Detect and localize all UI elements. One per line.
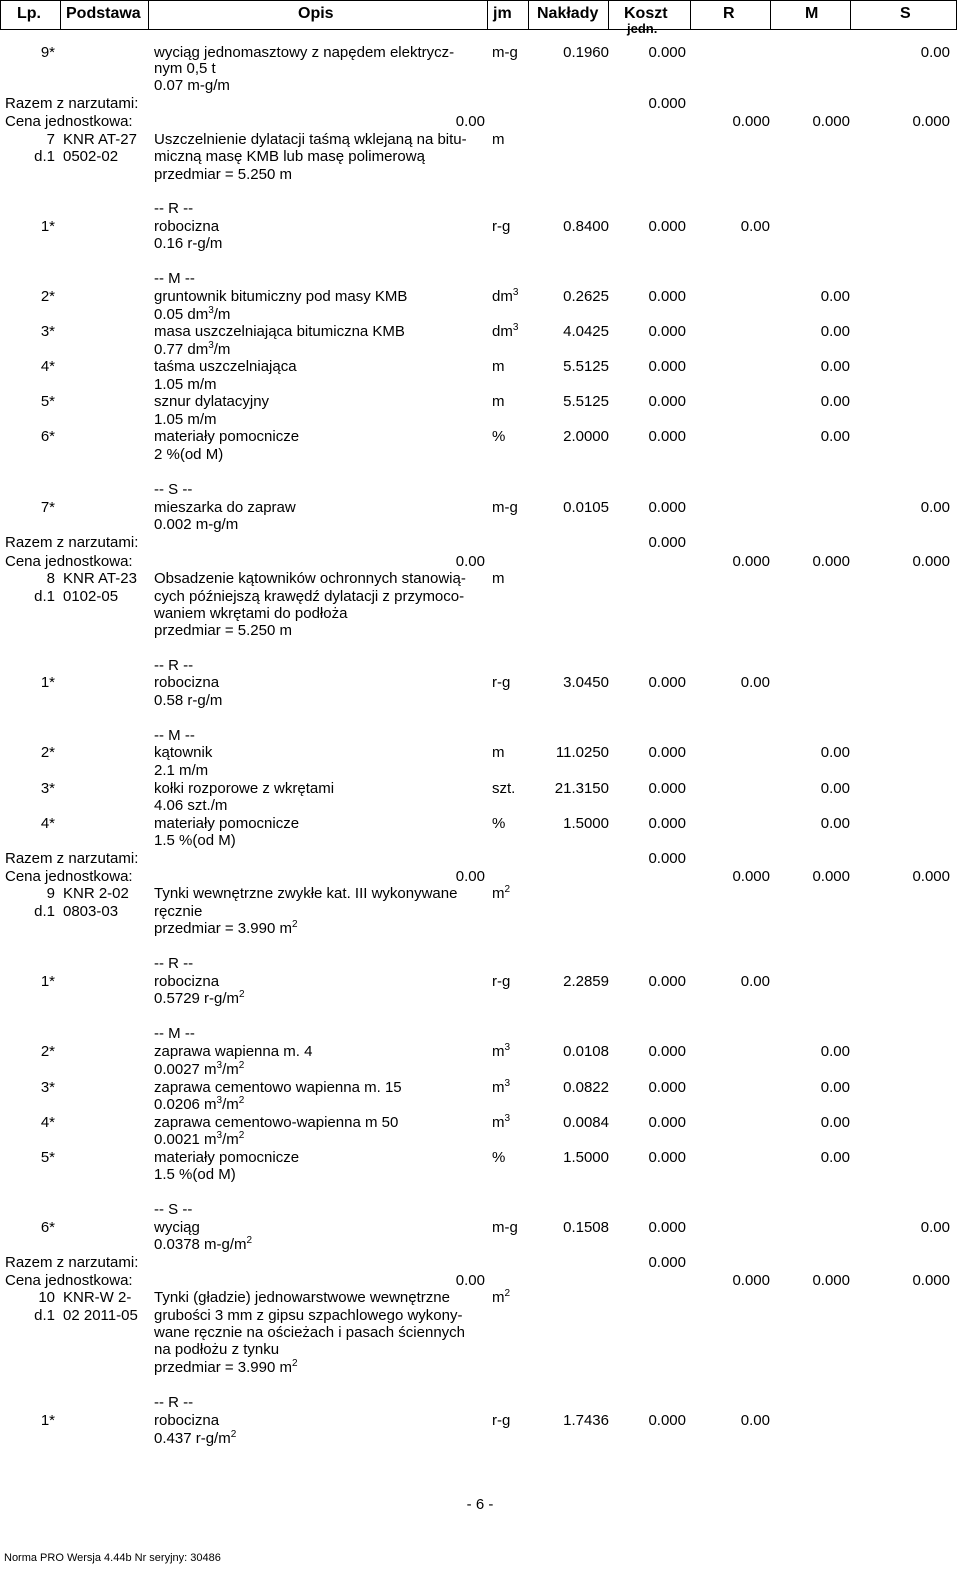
item-description: 0.0021 $m^3/m^2$: [154, 1130, 245, 1148]
item-basis: 02 2011-05: [63, 1307, 138, 1324]
quantity: 4.0425: [563, 323, 609, 340]
item-description: kątownik: [154, 744, 213, 761]
item-number: 1*: [40, 1412, 55, 1429]
item-description: przedmiar = 3.990 $m^2$: [154, 1358, 298, 1376]
item-description: gruntownik bitumiczny pod masy KMB: [154, 288, 408, 305]
unit-cost: 0.000: [648, 534, 686, 551]
unit-cost: 0.000: [648, 973, 686, 990]
item-description: -- R --: [154, 1394, 194, 1411]
quantity: 1.5000: [563, 1149, 609, 1166]
item-number: 3*: [40, 780, 55, 797]
item-number: 4*: [40, 815, 55, 832]
item-description: 0.07 m-g/m: [154, 77, 230, 94]
material-cost: 0.00: [820, 288, 850, 305]
quantity: 21.3150: [554, 780, 609, 797]
item-number: d.1: [34, 1307, 55, 1324]
quantity: 5.5125: [563, 358, 609, 375]
unit-cost: 0.000: [648, 1149, 686, 1166]
labor-cost: 0.000: [732, 553, 770, 570]
item-basis: 0502-02: [63, 148, 119, 165]
item-description: grubości 3 mm z gipsu szpachlowego wykony-: [154, 1307, 463, 1324]
unit: r-g: [492, 218, 511, 235]
item-description: ręcznie: [154, 903, 203, 920]
item-description: 1.5 %(od M): [154, 1166, 236, 1183]
item-number: 5*: [40, 393, 55, 410]
item-number: d.1: [34, 148, 55, 165]
summary-label: Razem z narzutami:: [5, 850, 139, 867]
item-description: przedmiar = 5.250 m: [154, 166, 292, 183]
material-cost: 0.000: [812, 113, 850, 130]
header-jm: jm: [493, 5, 512, 22]
unit-cost: 0.000: [648, 815, 686, 832]
item-description: 0.0378 $m-g/m^2$: [154, 1235, 253, 1253]
header-naklady: Nakłady: [537, 5, 599, 22]
quantity: 1.5000: [563, 815, 609, 832]
item-description: Obsadzenie kątowników ochronnych stanowią-: [154, 570, 466, 587]
unit-cost: 0.000: [648, 1219, 686, 1236]
item-number: 4*: [40, 358, 55, 375]
equipment-cost: 0.000: [912, 553, 950, 570]
item-basis: 0803-03: [63, 903, 119, 920]
item-description: -- R --: [154, 657, 194, 674]
unit-cost: 0.000: [648, 323, 686, 340]
item-number: 3*: [40, 323, 55, 340]
item-description: waniem wkrętami do podłoża: [154, 605, 348, 622]
item-description: materiały pomocnicze: [154, 428, 300, 445]
header-lp: Lp.: [17, 5, 41, 22]
unit-cost: 0.000: [648, 1079, 686, 1096]
item-description: wyciąg: [154, 1219, 200, 1236]
unit: r-g: [492, 1412, 511, 1429]
summary-label: Razem z narzutami:: [5, 1254, 139, 1271]
item-number: 9*: [40, 44, 55, 61]
item-description: -- M --: [154, 1025, 195, 1042]
item-number: 7*: [40, 499, 55, 516]
header-koszt: Koszt: [624, 5, 668, 22]
quantity: 0.0084: [563, 1114, 609, 1131]
material-cost: 0.00: [820, 780, 850, 797]
unit-cost: 0.000: [648, 1114, 686, 1131]
summary-label: Cena jednostkowa:: [5, 113, 133, 130]
item-description: 0.437 $r-g/m^2$: [154, 1429, 237, 1447]
item-description: materiały pomocnicze: [154, 815, 300, 832]
item-description: robocizna: [154, 973, 220, 990]
quantity: 0.2625: [563, 288, 609, 305]
quantity: 0.0105: [563, 499, 609, 516]
item-description: materiały pomocnicze: [154, 1149, 300, 1166]
unit: m: [492, 393, 505, 410]
unit-price-value: 0.00: [455, 113, 485, 130]
material-cost: 0.000: [812, 1272, 850, 1289]
equipment-cost: 0.00: [920, 499, 950, 516]
unit: %: [492, 428, 506, 445]
quantity: 0.1508: [563, 1219, 609, 1236]
item-description: 0.77 $dm^3/m$: [154, 340, 231, 358]
quantity: 2.0000: [563, 428, 609, 445]
quantity: 0.0822: [563, 1079, 609, 1096]
item-description: -- S --: [154, 481, 193, 498]
item-description: 0.0206 $m^3/m^2$: [154, 1095, 245, 1113]
item-number: 9: [46, 885, 55, 902]
item-number: 10: [38, 1289, 55, 1306]
unit: m-g: [492, 44, 518, 61]
item-number: 3*: [40, 1079, 55, 1096]
item-description: nym 0,5 t: [154, 60, 216, 77]
header-m: M: [805, 5, 819, 22]
item-description: zaprawa cementowo-wapienna m 50: [154, 1114, 399, 1131]
item-description: -- M --: [154, 270, 195, 287]
unit: szt.: [492, 780, 516, 797]
item-description: 4.06 szt./m: [154, 797, 228, 814]
item-description: wane ręcznie na ościeżach i pasach ściennych: [154, 1324, 466, 1341]
header-podstawa: Podstawa: [66, 5, 141, 22]
unit-cost: 0.000: [648, 744, 686, 761]
item-description: 0.5729 $r-g/m^2$: [154, 989, 245, 1007]
quantity: 5.5125: [563, 393, 609, 410]
material-cost: 0.000: [812, 868, 850, 885]
header-jedn: jedn.: [627, 21, 658, 36]
material-cost: 0.00: [820, 815, 850, 832]
item-number: 2*: [40, 288, 55, 305]
item-description: 0.0027 $m^3/m^2$: [154, 1060, 245, 1078]
equipment-cost: 0.000: [912, 868, 950, 885]
summary-label: Razem z narzutami:: [5, 534, 139, 551]
unit: r-g: [492, 674, 511, 691]
item-description: robocizna: [154, 218, 220, 235]
item-description: Tynki wewnętrzne zwykłe kat. III wykonywane: [154, 885, 458, 902]
unit-cost: 0.000: [648, 288, 686, 305]
item-basis: 0102-05: [63, 588, 119, 605]
item-description: -- R --: [154, 955, 194, 972]
item-number: 8: [46, 570, 55, 587]
item-number: 1*: [40, 973, 55, 990]
unit-cost: 0.000: [648, 358, 686, 375]
item-description: miczną masę KMB lub masę polimerową: [154, 148, 425, 165]
material-cost: 0.00: [820, 1114, 850, 1131]
item-number: 2*: [40, 744, 55, 761]
item-number: d.1: [34, 588, 55, 605]
unit: $m^2$: [492, 884, 511, 902]
unit: $m^3$: [492, 1113, 511, 1131]
equipment-cost: 0.000: [912, 1272, 950, 1289]
material-cost: 0.00: [820, 1079, 850, 1096]
item-description: 1.05 m/m: [154, 376, 217, 393]
table-header: [0, 0, 957, 36]
quantity: 11.0250: [555, 744, 609, 761]
unit-cost: 0.000: [648, 850, 686, 867]
summary-label: Cena jednostkowa:: [5, 1272, 133, 1289]
item-description: 1.5 %(od M): [154, 832, 236, 849]
unit-cost: 0.000: [648, 428, 686, 445]
quantity: 2.2859: [563, 973, 609, 990]
item-number: 1*: [40, 674, 55, 691]
item-description: zaprawa cementowo wapienna m. 15: [154, 1079, 402, 1096]
unit-cost: 0.000: [648, 674, 686, 691]
unit: m: [492, 744, 505, 761]
unit-price-value: 0.00: [455, 1272, 485, 1289]
item-description: 0.05 $dm^3/m$: [154, 305, 231, 323]
item-description: na podłożu z tynku: [154, 1341, 280, 1358]
quantity: 1.7436: [563, 1412, 609, 1429]
labor-cost: 0.000: [732, 868, 770, 885]
material-cost: 0.000: [812, 553, 850, 570]
item-description: przedmiar = 3.990 $m^2$: [154, 919, 298, 937]
software-version: Norma PRO Wersja 4.44b Nr seryjny: 30486: [4, 1552, 221, 1564]
labor-cost: 0.00: [740, 218, 770, 235]
item-description: sznur dylatacyjny: [154, 393, 270, 410]
item-description: -- R --: [154, 200, 194, 217]
unit: $dm^3$: [492, 322, 519, 340]
item-description: 2.1 m/m: [154, 762, 209, 779]
unit-cost: 0.000: [648, 1412, 686, 1429]
item-number: 6*: [40, 1219, 55, 1236]
item-description: -- M --: [154, 727, 195, 744]
item-description: masa uszczelniająca bitumiczna KMB: [154, 323, 405, 340]
item-basis: KNR 2-02: [63, 885, 129, 902]
item-basis: KNR AT-23: [63, 570, 137, 587]
unit-cost: 0.000: [648, 780, 686, 797]
item-number: 5*: [40, 1149, 55, 1166]
item-description: cych późniejszą krawędź dylatacji z przymoco-: [154, 588, 465, 605]
unit: m-g: [492, 1219, 518, 1236]
unit: $m^3$: [492, 1078, 511, 1096]
unit: r-g: [492, 973, 511, 990]
item-number: 7: [46, 131, 55, 148]
unit-cost: 0.000: [648, 499, 686, 516]
item-description: 0.16 r-g/m: [154, 235, 223, 252]
item-description: robocizna: [154, 1412, 220, 1429]
quantity: 0.0108: [563, 1043, 609, 1060]
unit: $dm^3$: [492, 287, 519, 305]
summary-label: Razem z narzutami:: [5, 95, 139, 112]
unit-price-value: 0.00: [455, 553, 485, 570]
material-cost: 0.00: [820, 358, 850, 375]
unit-cost: 0.000: [648, 95, 686, 112]
labor-cost: 0.000: [732, 1272, 770, 1289]
item-description: przedmiar = 5.250 m: [154, 622, 292, 639]
header-r: R: [723, 5, 735, 22]
header-opis: Opis: [298, 5, 334, 22]
item-description: wyciąg jednomasztowy z napędem elektrycz-: [154, 44, 455, 61]
unit: m: [492, 358, 505, 375]
item-number: 2*: [40, 1043, 55, 1060]
item-description: 2 %(od M): [154, 446, 224, 463]
unit: m: [492, 131, 505, 148]
unit: m: [492, 570, 505, 587]
item-number: d.1: [34, 903, 55, 920]
item-description: -- S --: [154, 1201, 193, 1218]
item-description: mieszarka do zapraw: [154, 499, 296, 516]
quantity: 0.8400: [563, 218, 609, 235]
item-basis: KNR AT-27: [63, 131, 137, 148]
item-description: robocizna: [154, 674, 220, 691]
unit: %: [492, 815, 506, 832]
material-cost: 0.00: [820, 428, 850, 445]
unit: %: [492, 1149, 506, 1166]
material-cost: 0.00: [820, 323, 850, 340]
equipment-cost: 0.00: [920, 44, 950, 61]
quantity: 0.1960: [563, 44, 609, 61]
item-description: 1.05 m/m: [154, 411, 217, 428]
labor-cost: 0.00: [740, 973, 770, 990]
item-description: Tynki (gładzie) jednowarstwowe wewnętrzne: [154, 1289, 450, 1306]
unit-cost: 0.000: [648, 44, 686, 61]
item-number: 1*: [40, 218, 55, 235]
labor-cost: 0.000: [732, 113, 770, 130]
summary-label: Cena jednostkowa:: [5, 553, 133, 570]
item-description: zaprawa wapienna m. 4: [154, 1043, 313, 1060]
summary-label: Cena jednostkowa:: [5, 868, 133, 885]
item-number: 6*: [40, 428, 55, 445]
unit-cost: 0.000: [648, 393, 686, 410]
unit: $m^2$: [492, 1288, 511, 1306]
material-cost: 0.00: [820, 1149, 850, 1166]
unit: m-g: [492, 499, 518, 516]
unit-cost: 0.000: [648, 1043, 686, 1060]
unit-cost: 0.000: [648, 1254, 686, 1271]
material-cost: 0.00: [820, 1043, 850, 1060]
unit-price-value: 0.00: [455, 868, 485, 885]
material-cost: 0.00: [820, 393, 850, 410]
item-description: Uszczelnienie dylatacji taśmą wklejaną na bitu-: [154, 131, 467, 148]
item-basis: KNR-W 2-: [63, 1289, 132, 1306]
equipment-cost: 0.00: [920, 1219, 950, 1236]
labor-cost: 0.00: [740, 1412, 770, 1429]
item-description: kołki rozporowe z wkrętami: [154, 780, 335, 797]
labor-cost: 0.00: [740, 674, 770, 691]
item-description: taśma uszczelniająca: [154, 358, 297, 375]
item-number: 4*: [40, 1114, 55, 1131]
unit: $m^3$: [492, 1042, 511, 1060]
quantity: 3.0450: [563, 674, 609, 691]
item-description: 0.58 r-g/m: [154, 692, 223, 709]
page-number: - 6 -: [466, 1496, 494, 1513]
material-cost: 0.00: [820, 744, 850, 761]
item-description: 0.002 m-g/m: [154, 516, 239, 533]
equipment-cost: 0.000: [912, 113, 950, 130]
unit-cost: 0.000: [648, 218, 686, 235]
header-s: S: [900, 5, 911, 22]
